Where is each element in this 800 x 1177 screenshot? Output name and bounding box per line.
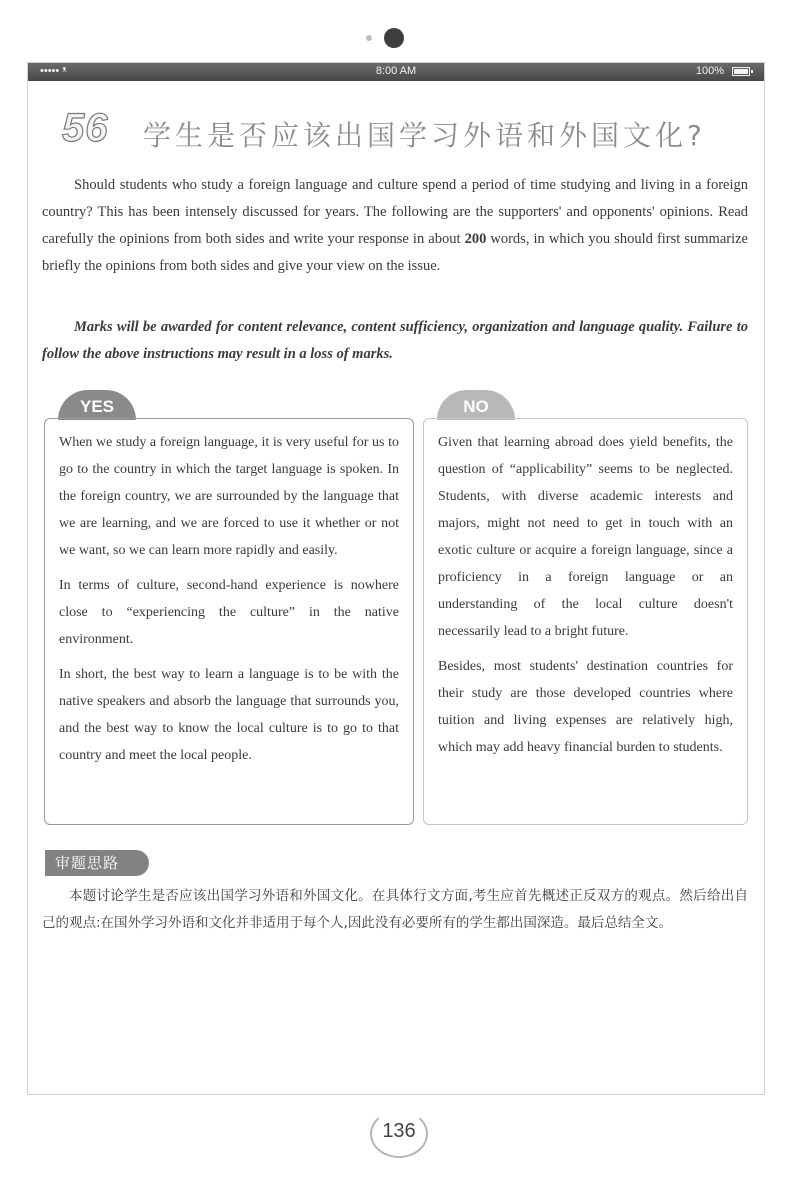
no-paragraph: Given that learning abroad does yield benefits, the question of “applicability” seems to be neglected. Students, with diverse academic interests and majors, might not need to get in touch with an exotic culture or acquire a foreign language, since a proficiency in a foreign language or an understanding of the local culture doesn't necessarily lead to a bright future. [438,435,733,639]
status-time: 8:00 AM [375,65,417,77]
no-opinion-box [423,418,748,825]
marks-note: Marks will be awarded for content relevance, content sufficiency, organization and language quality. Failure to follow the above instructions may result in a loss of marks. [42,319,748,362]
analysis-text: 本题讨论学生是否应该出国学习外语和外国文化。在具体行文方面,考生应首先概述正反双方的观点。然后给出自己的观点:在国外学习外语和文化并非适用于每个人,因此没有必要所有的学生都出国深造。最后总结全文。 [42,888,748,931]
battery-icon [732,67,750,76]
page-indicator [362,27,402,49]
battery-percent: 100% [695,65,724,77]
word-count: 200 [464,231,487,247]
page-dot-inactive[interactable] [366,35,372,41]
no-tab: NO [437,390,515,420]
no-paragraph: Besides, most students' destination countries for their study are those developed countries where tuition and living expenses are relatively high, which may add heavy financial burden to students. [438,659,733,755]
yes-paragraph: In short, the best way to learn a language is to be with the native speakers and absorb the language that surrounds you, and the best way to know the local culture is to go to that country and meet the local people. [59,667,399,763]
yes-opinion-box [44,418,414,825]
signal-indicator: ••••• ᵜ [40,65,67,77]
page-title: 学生是否应该出国学习外语和外国文化? [143,119,706,152]
intro-part2: words, in which you should first summarize briefly the opinions from both sides and give your view on the issue. [42,231,748,274]
question-number: 56 [62,106,109,150]
yes-paragraph: When we study a foreign language, it is very useful for us to go to the country in which the target language is spoken. In the foreign country, we are surrounded by the language that we are learning, and we are forced to use it whether or not we want, so we can learn more rapidly and easily. [59,435,399,558]
yes-tab: YES [58,390,136,420]
intro-part1: Should students who study a foreign language and culture spend a period of time studying and living in a foreign country? This has been intensely discussed for years. The following are the supporters' and opponents' opinions. Read carefully the opinions from both sides and write your response in about [42,177,748,247]
yes-paragraph: In terms of culture, second-hand experience is nowhere close to “experiencing the culture” in the native environment. [59,578,399,647]
task-instructions [42,172,748,280]
analysis-label: 审题思路 [45,850,149,876]
status-bar [28,63,764,81]
page-number: 136 [382,1120,416,1142]
page-dot-active[interactable] [384,28,404,48]
